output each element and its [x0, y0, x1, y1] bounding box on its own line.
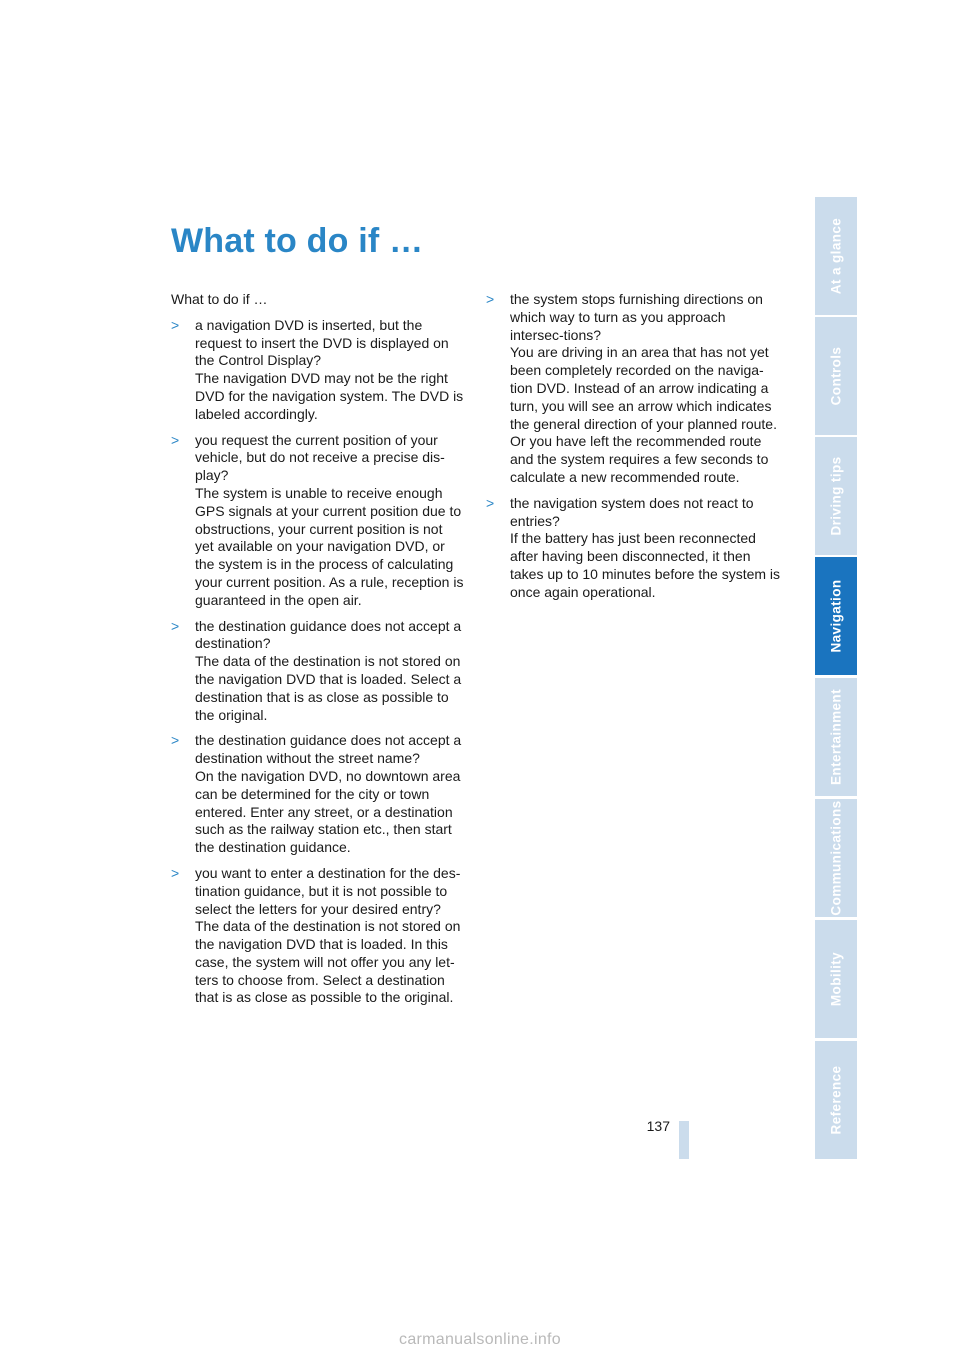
- tab-driving-tips[interactable]: [815, 437, 857, 555]
- item-question: the system stops furnishing directions on which way to turn as you approach intersec-tions?: [510, 291, 763, 343]
- bullet-arrow-icon: >: [171, 864, 180, 881]
- tab-navigation[interactable]: [815, 557, 857, 675]
- item-question: the destination guidance does not accept a destination?: [195, 617, 462, 652]
- item-question: you request the current position of your vehicle, but do not receive a precise dis-play?: [195, 431, 445, 484]
- list-item: [171, 865, 464, 1007]
- list-item: [171, 618, 464, 725]
- tab-communications[interactable]: [815, 799, 857, 917]
- tab-label: Navigation: [828, 579, 844, 653]
- tab-label: Controls: [828, 346, 844, 406]
- page-number-bar: [679, 1121, 689, 1159]
- list-item: [171, 432, 464, 610]
- list-item: [171, 317, 464, 424]
- tab-reference[interactable]: [815, 1041, 857, 1159]
- tab-controls[interactable]: [815, 317, 857, 435]
- tab-label: Communications: [828, 800, 844, 916]
- left-column: [171, 291, 464, 1015]
- item-answer: The data of the destination is not stored on the navigation DVD that is loaded. Select a destination that is as close as possible to the original.: [195, 653, 462, 723]
- tab-label: Entertainment: [828, 689, 844, 785]
- item-question: you want to enter a destination for the des-tination guidance, but it is not possible to select the letters for your desired entry?: [195, 864, 461, 917]
- list-item: [171, 732, 464, 857]
- item-answer: If the battery has just been reconnected after having been disconnected, it then takes up to 10 minutes before the system is once again operational.: [510, 530, 781, 600]
- bullet-arrow-icon: >: [171, 431, 180, 448]
- page-number: 137: [646, 1118, 670, 1134]
- bullet-arrow-icon: >: [486, 494, 495, 511]
- bullet-arrow-icon: >: [486, 291, 495, 307]
- right-column: [486, 291, 782, 610]
- item-question: the destination guidance does not accept a destination without the street name?: [195, 732, 462, 767]
- chapter-tabs: [815, 197, 857, 1161]
- bullet-arrow-icon: >: [171, 316, 180, 333]
- tab-entertainment[interactable]: [815, 678, 857, 796]
- item-question: the navigation system does not react to entries?: [510, 494, 754, 529]
- item-question: a navigation DVD is inserted, but the request to insert the DVD is displayed on the Control Display?: [195, 316, 449, 369]
- tab-label: Reference: [828, 1065, 844, 1135]
- list-item: [486, 291, 782, 487]
- tab-label: Driving tips: [828, 456, 844, 536]
- list-item: [486, 495, 782, 602]
- page-title: What to do if …: [171, 222, 424, 260]
- tab-label: At a glance: [828, 217, 844, 295]
- item-answer: The navigation DVD may not be the right DVD for the navigation system. The DVD is labeled accordingly.: [195, 370, 464, 422]
- bullet-arrow-icon: >: [171, 732, 180, 749]
- tab-label: Mobility: [828, 951, 844, 1007]
- item-answer: On the navigation DVD, no downtown area can be determined for the city or town entered. Enter any street, or a destination such as the railway station etc., then start the destination guidance.: [195, 767, 461, 856]
- item-answer: The system is unable to receive enough GPS signals at your current position due to obstructions, your current position is not yet available on your navigation DVD, or the system is in the process of calculating your current position. As a rule, reception is guaranteed in the open air.: [195, 484, 464, 608]
- watermark: carmanualsonline.info: [399, 1331, 561, 1348]
- item-answer: The data of the destination is not stored on the navigation DVD that is loaded. In this case, the system will not offer you any let-ters to choose from. Select a destination that is as close as possible to the original.: [195, 918, 461, 1006]
- item-answer: You are driving in an area that has not yet been completely recorded on the naviga-tion DVD. Instead of an arrow indicating a turn, you will see an arrow which indicates the general direction of your planned route. Or you have left the recommended route and the system requires a few seconds to calculate a new recommended route.: [510, 344, 777, 485]
- tab-mobility[interactable]: [815, 920, 857, 1038]
- tab-at-a-glance[interactable]: [815, 197, 857, 315]
- bullet-arrow-icon: >: [171, 617, 180, 634]
- intro-text: What to do if …: [171, 291, 268, 307]
